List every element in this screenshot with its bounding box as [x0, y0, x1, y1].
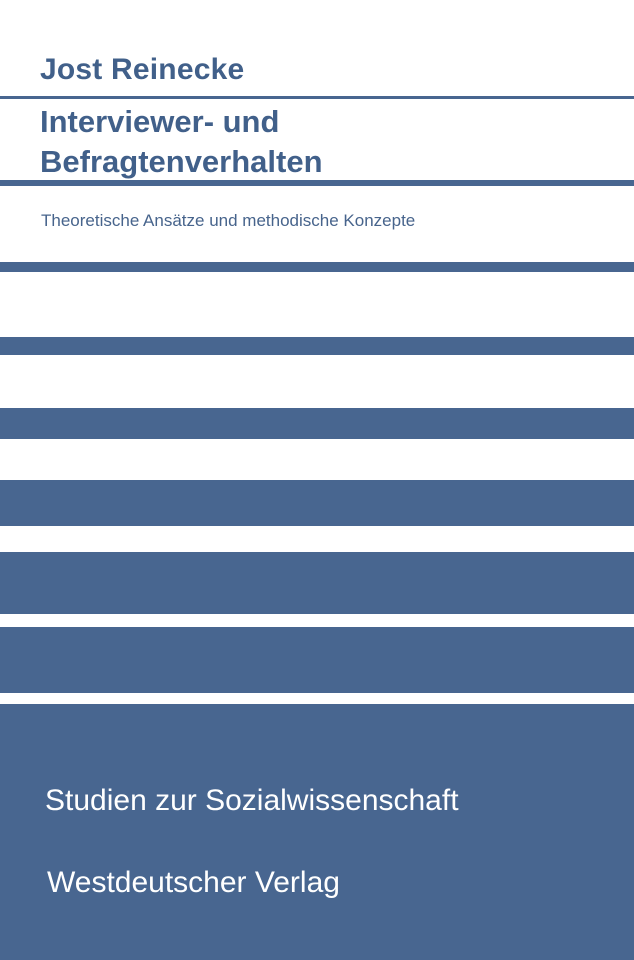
stripe-1	[0, 96, 634, 99]
stripe-6	[0, 480, 634, 526]
book-subtitle: Theoretische Ansätze und methodische Konzepte	[41, 211, 416, 230]
author-name: Jost Reinecke	[40, 53, 245, 86]
stripe-5	[0, 408, 634, 439]
title-line-2: Befragtenverhalten	[40, 144, 323, 179]
stripe-8	[0, 627, 634, 693]
publisher-name: Westdeutscher Verlag	[47, 866, 340, 899]
stripe-3	[0, 262, 634, 272]
series-name: Studien zur Sozialwissenschaft	[45, 784, 459, 817]
book-title	[40, 102, 323, 182]
bottom-panel	[0, 704, 634, 960]
title-line-1: Interviewer- und	[40, 104, 280, 139]
stripe-4	[0, 337, 634, 355]
stripe-7	[0, 552, 634, 614]
